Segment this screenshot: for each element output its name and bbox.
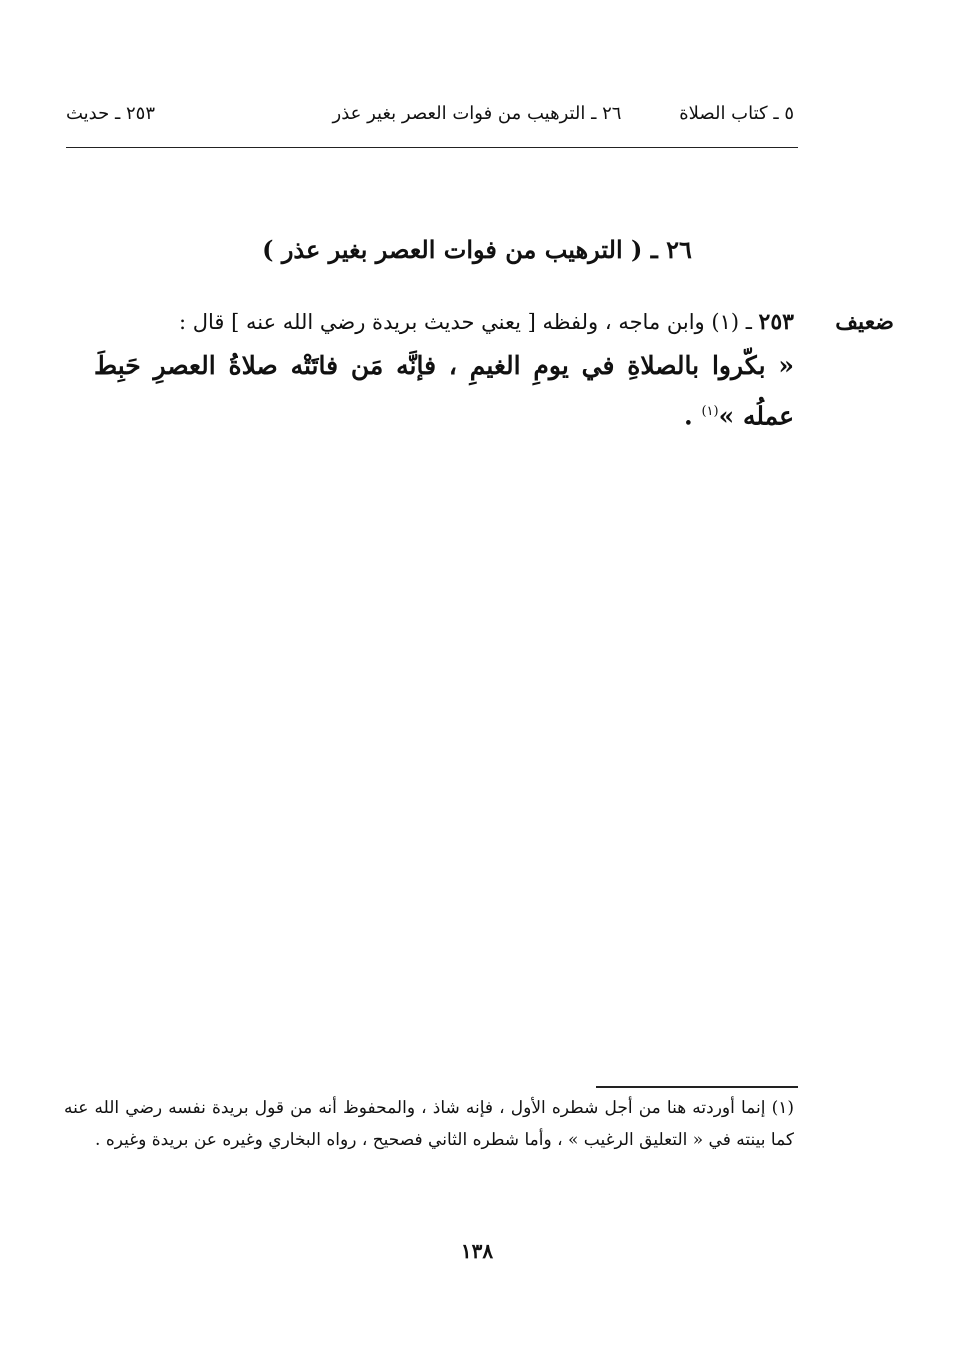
hadith-text-paragraph [94,343,794,439]
running-header-hadith-ref: ٢٥٣ ـ حديث [66,103,155,124]
hadith-end: . [684,401,702,431]
page-number: ١٣٨ [460,1239,494,1263]
hadith-text: « بكّروا بالصلاةِ في يومِ الغيمِ ، فإنَّه مَن فاتَتْه صلاةُ العصرِ حَبِطَ عملُه » [94,351,794,431]
footnote-reference: (١) [701,404,719,419]
footnote-rule [596,1086,798,1088]
running-header-book: ٥ ـ كتاب الصلاة [679,103,794,124]
header-rule [66,147,798,148]
chapter-heading: ٢٦ ـ ( الترهيب من فوات العصر بغير عذر ) [262,235,692,264]
hadith-block [94,305,794,439]
hadith-number: ٢٥٣ [758,309,794,335]
hadith-intro: ـ (١) وابن ماجه ، ولفظه [ يعني حديث بريدة رضي الله عنه ] قال : [179,310,759,334]
hadith-grade: ضعيف [835,309,894,335]
hadith-intro-line [94,305,794,339]
running-header-chapter: ٢٦ ـ الترهيب من فوات العصر بغير عذر [332,103,622,124]
footnote: (١) إنما أوردته هنا من أجل شطره الأول ، فإنه شاذ ، والمحفوظ أنه من قول بريدة نفسه رضي الله عنه كما بينته في « التعليق الرغيب » ، وأما شطره الثاني فصحيح ، رواه البخاري وغيره عن بريدة وغيره . [64,1098,794,1150]
